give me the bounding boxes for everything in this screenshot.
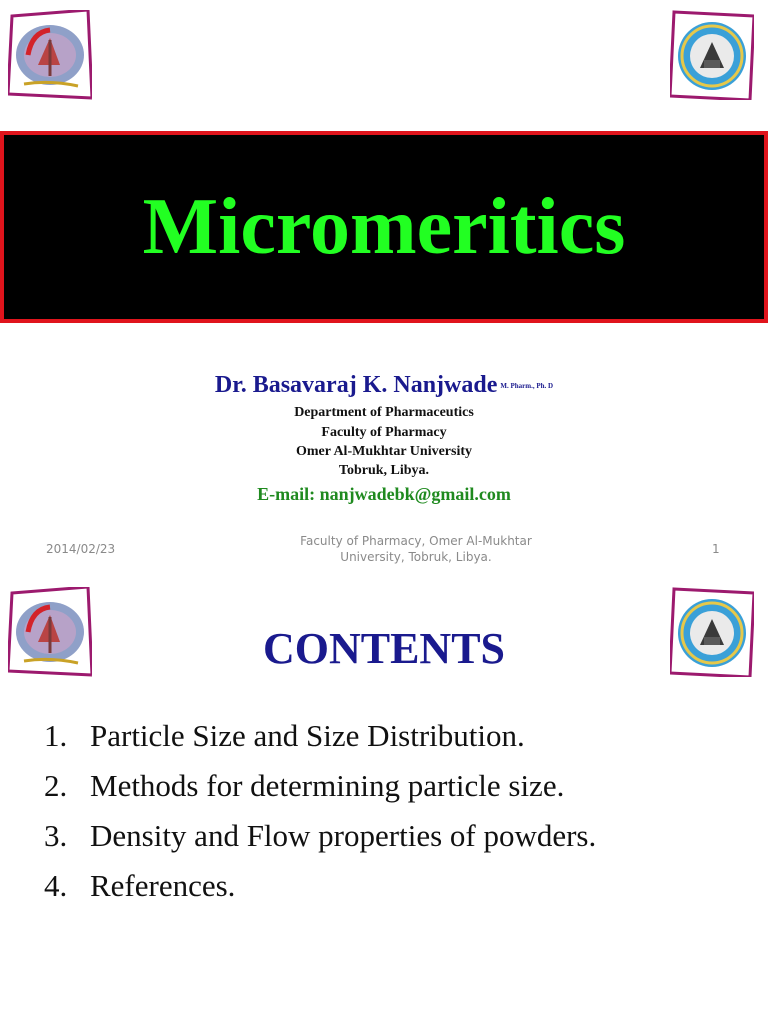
- list-item-text: Methods for determining particle size.: [90, 768, 565, 803]
- pharmacy-logo-icon: [8, 10, 92, 100]
- list-item: [44, 716, 596, 766]
- footer-page-number: 1: [712, 542, 720, 556]
- author-credentials: M. Pharm., Ph. D: [500, 382, 554, 391]
- title-banner: [0, 131, 768, 323]
- list-item: [44, 766, 596, 816]
- affiliation-city: Tobruk, Libya.: [338, 463, 430, 478]
- contents-heading: CONTENTS: [262, 624, 506, 673]
- affiliation-department: Department of Pharmaceutics: [294, 405, 474, 420]
- list-item-number: 2.: [44, 768, 68, 803]
- footer-institution-line1: Faculty of Pharmacy, Omer Al-Mukhtar: [300, 534, 532, 548]
- list-item-number: 1.: [44, 718, 68, 753]
- list-item: [44, 866, 596, 916]
- email-address: E-mail: nanjwadebk@gmail.com: [257, 484, 511, 504]
- affiliation-university: Omer Al-Mukhtar University: [295, 444, 473, 459]
- list-item-number: 3.: [44, 818, 68, 853]
- list-item-number: 4.: [44, 868, 68, 903]
- list-item-text: Particle Size and Size Distribution.: [90, 718, 525, 753]
- slide-2: [0, 575, 768, 1024]
- author-line: [0, 372, 768, 399]
- affiliation-faculty: Faculty of Pharmacy: [321, 425, 447, 440]
- university-seal-icon: [670, 10, 754, 100]
- list-item: [44, 816, 596, 866]
- list-item-text: References.: [90, 868, 236, 903]
- slide-title: Micromeritics: [142, 183, 626, 271]
- contents-list: [44, 716, 596, 916]
- list-item-text: Density and Flow properties of powders.: [90, 818, 597, 853]
- author-name: Dr. Basavaraj K. Nanjwade: [214, 372, 498, 398]
- footer-date: 2014/02/23: [46, 542, 116, 556]
- footer-institution-line2: University, Tobruk, Libya.: [340, 550, 492, 564]
- footer-institution: [266, 533, 566, 565]
